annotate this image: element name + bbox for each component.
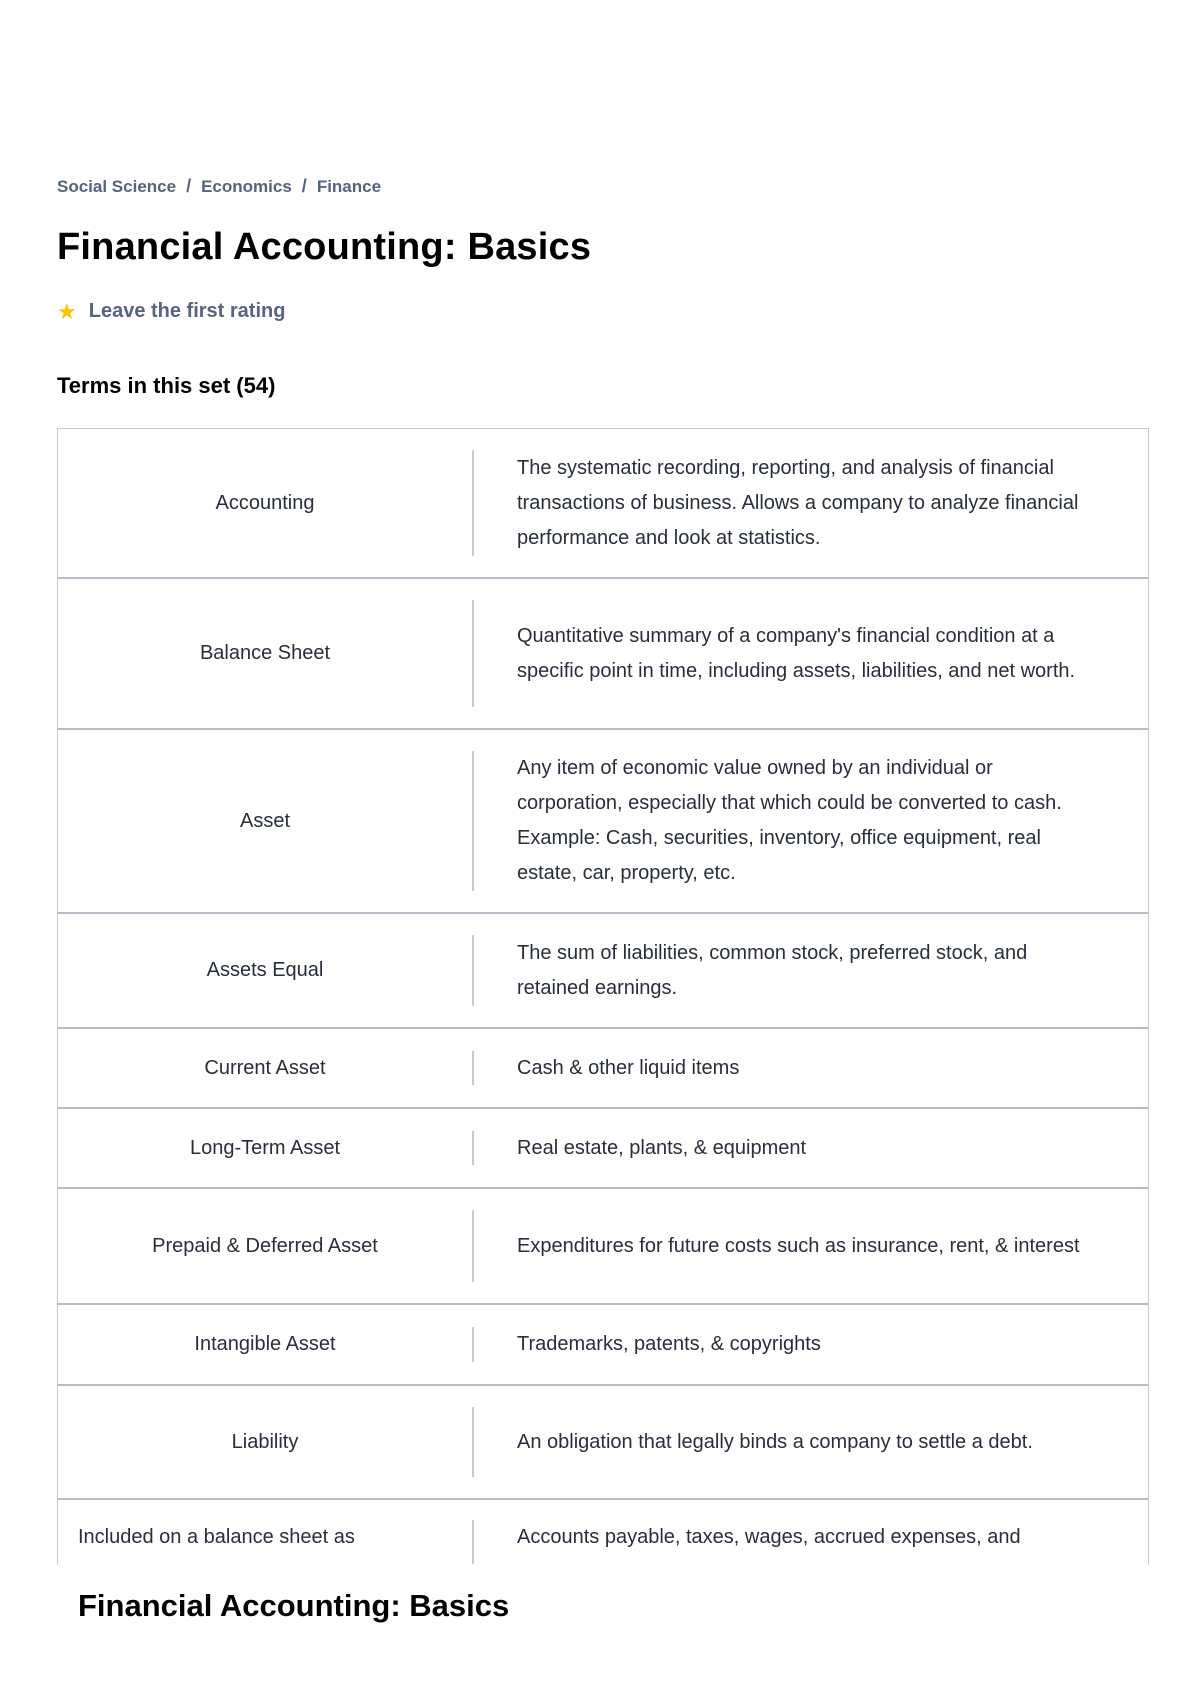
definition-text: Any item of economic value owned by an individual or corporation, especially that which could be converted to cash. Example: Cash, securities, inventory, office equipment, real estate, car, property, etc. (517, 757, 1062, 884)
page-title: Financial Accounting: Basics (57, 226, 592, 268)
term-text: Intangible Asset (194, 1333, 336, 1355)
term-text: Asset (239, 809, 291, 832)
term-text: Accounting (215, 491, 315, 514)
term-text: Current Asset (204, 1056, 326, 1079)
term-row (58, 1029, 1148, 1109)
breadcrumb-social-science[interactable]: Social Science (57, 176, 177, 196)
definition-text: Quantitative summary of a company's financial condition at a specific point in time, including assets, liabilities, and net worth. (517, 624, 1076, 682)
breadcrumb-separator: / (301, 176, 307, 196)
term-text: Balance Sheet (199, 642, 331, 664)
breadcrumb-economics[interactable]: Economics (201, 176, 292, 196)
term-text: Included on a balance sheet as (78, 1526, 355, 1548)
definition-text: Cash & other liquid items (517, 1056, 740, 1079)
star-icon: ★ (57, 298, 77, 324)
footer-title: Financial Accounting: Basics (78, 1588, 510, 1623)
definition-text: The sum of liabilities, common stock, preferred stock, and retained earnings. (517, 941, 1028, 999)
rating-button[interactable] (57, 300, 285, 323)
definition-text: The systematic recording, reporting, and analysis of financial transactions of business. Allows a company to analyze financial performance and look at statistics. (517, 456, 1079, 549)
definition-text: Trademarks, patents, & copyrights (517, 1333, 821, 1355)
term-row (58, 1109, 1148, 1189)
term-text: Long-Term Asset (189, 1136, 341, 1159)
term-row (58, 579, 1148, 730)
definition-text: An obligation that legally binds a company to settle a debt. (517, 1430, 1033, 1453)
term-row (58, 1386, 1148, 1500)
terms-heading: Terms in this set (54) (57, 373, 276, 398)
term-text: Prepaid & Deferred Asset (152, 1234, 378, 1257)
breadcrumb-finance[interactable]: Finance (316, 176, 382, 196)
term-row (58, 730, 1148, 914)
definition-text: Real estate, plants, & equipment (517, 1136, 807, 1159)
definition-text: Expenditures for future costs such as insurance, rent, & interest (517, 1234, 1080, 1257)
breadcrumb-separator: / (186, 176, 192, 196)
term-row (58, 429, 1148, 579)
term-row (58, 1305, 1148, 1386)
term-row (58, 1189, 1148, 1305)
term-text: Liability (231, 1430, 299, 1453)
term-text: Assets Equal (206, 959, 324, 981)
term-row (58, 1500, 1148, 1565)
definition-text: Accounts payable, taxes, wages, accrued expenses, and (517, 1526, 1021, 1548)
term-row (58, 914, 1148, 1029)
breadcrumb (57, 176, 381, 197)
rating-label: Leave the first rating (88, 300, 286, 322)
terms-list (57, 428, 1149, 1565)
